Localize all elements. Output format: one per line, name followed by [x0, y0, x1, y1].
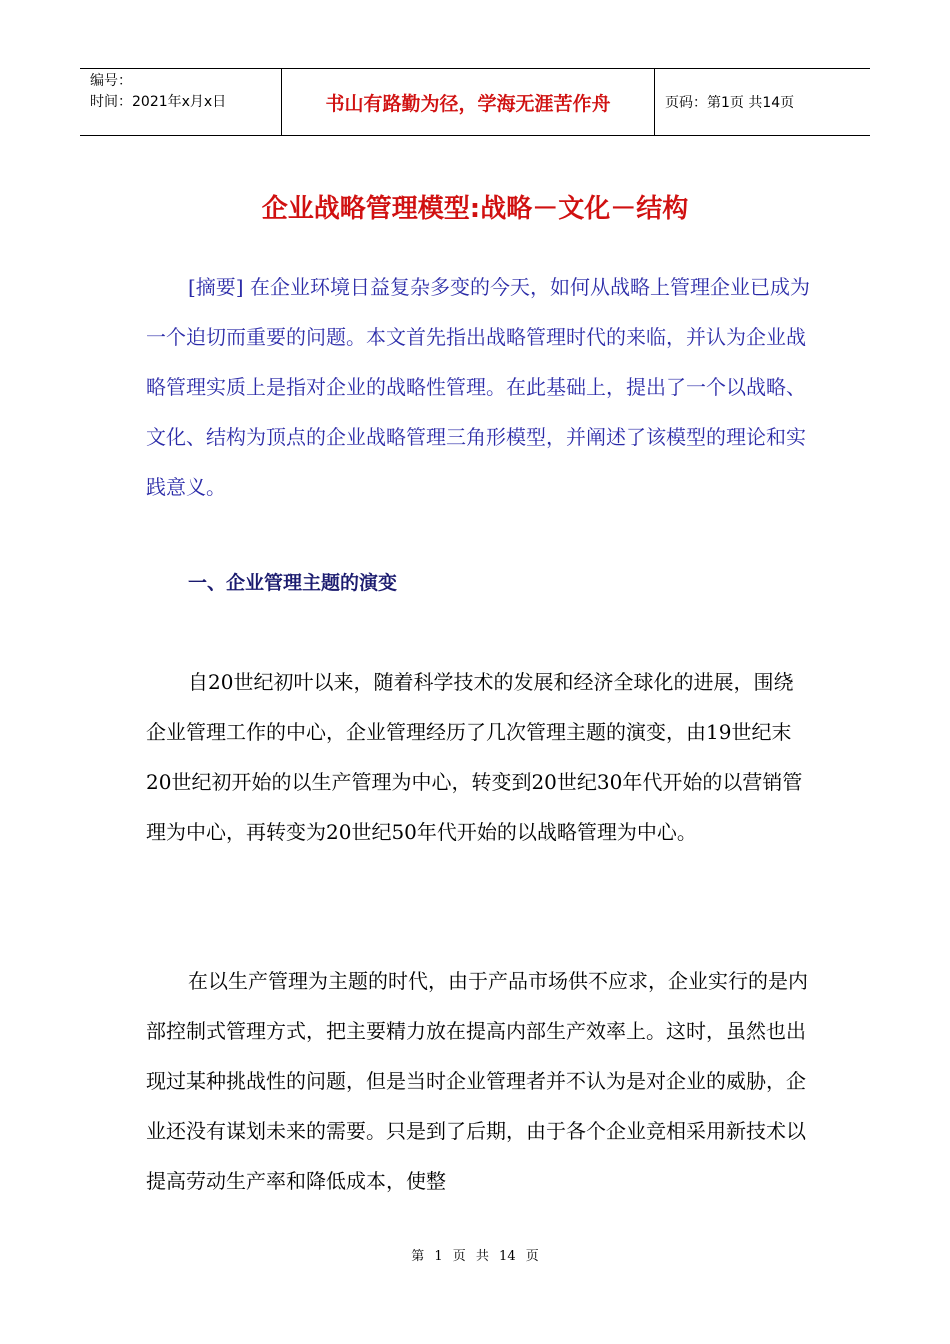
body-paragraph: 自20世纪初叶以来，随着科学技术的发展和经济全球化的进展，围绕企业管理工作的中心，企业管理经历了几次管理主题的演变，由19世纪末20世纪初开始的以生产管理为中心，转变到20世纪30年代开始的以营销管理为中心，再转变为20世纪50年代开始的以战略管理为中心。: [146, 670, 803, 844]
section-heading: 一、企业管理主题的演变: [188, 572, 398, 594]
document-header: [80, 68, 870, 136]
document-title: 企业战略管理模型:战略－文化－结构: [261, 194, 689, 224]
number-label: 编号：: [90, 73, 132, 89]
abstract-paragraph: [摘要] 在企业环境日益复杂多变的今天，如何从战略上管理企业已成为一个迫切而重要的问题。本文首先指出战略管理时代的来临，并认为企业战略管理实质上是指对企业的战略性管理。在此基础上，提出了一个以战略、文化、结构为顶点的企业战略管理三角形模型，并阐述了该模型的理论和实践意义。: [146, 275, 810, 499]
page-footer: 第 1 页 共 14 页: [411, 1249, 539, 1264]
body-paragraph: 在以生产管理为主题的时代，由于产品市场供不应求，企业实行的是内部控制式管理方式，把主要精力放在提高内部生产效率上。这时，虽然也出现过某种挑战性的问题，但是当时企业管理者并不认为是对企业的威胁，企业还没有谋划未来的需要。只是到了后期，由于各个企业竞相采用新技术以提高劳动生产率和降低成本，使整: [146, 969, 808, 1193]
page-info-text: 页码：第1页 共14页: [665, 95, 795, 111]
motto-text: 书山有路勤为径，学海无涯苦作舟: [325, 92, 611, 115]
header-motto: [282, 69, 655, 135]
time-label: 时间：2021年x月x日: [90, 94, 227, 110]
header-page-info: [655, 69, 870, 135]
header-meta: [80, 69, 282, 135]
